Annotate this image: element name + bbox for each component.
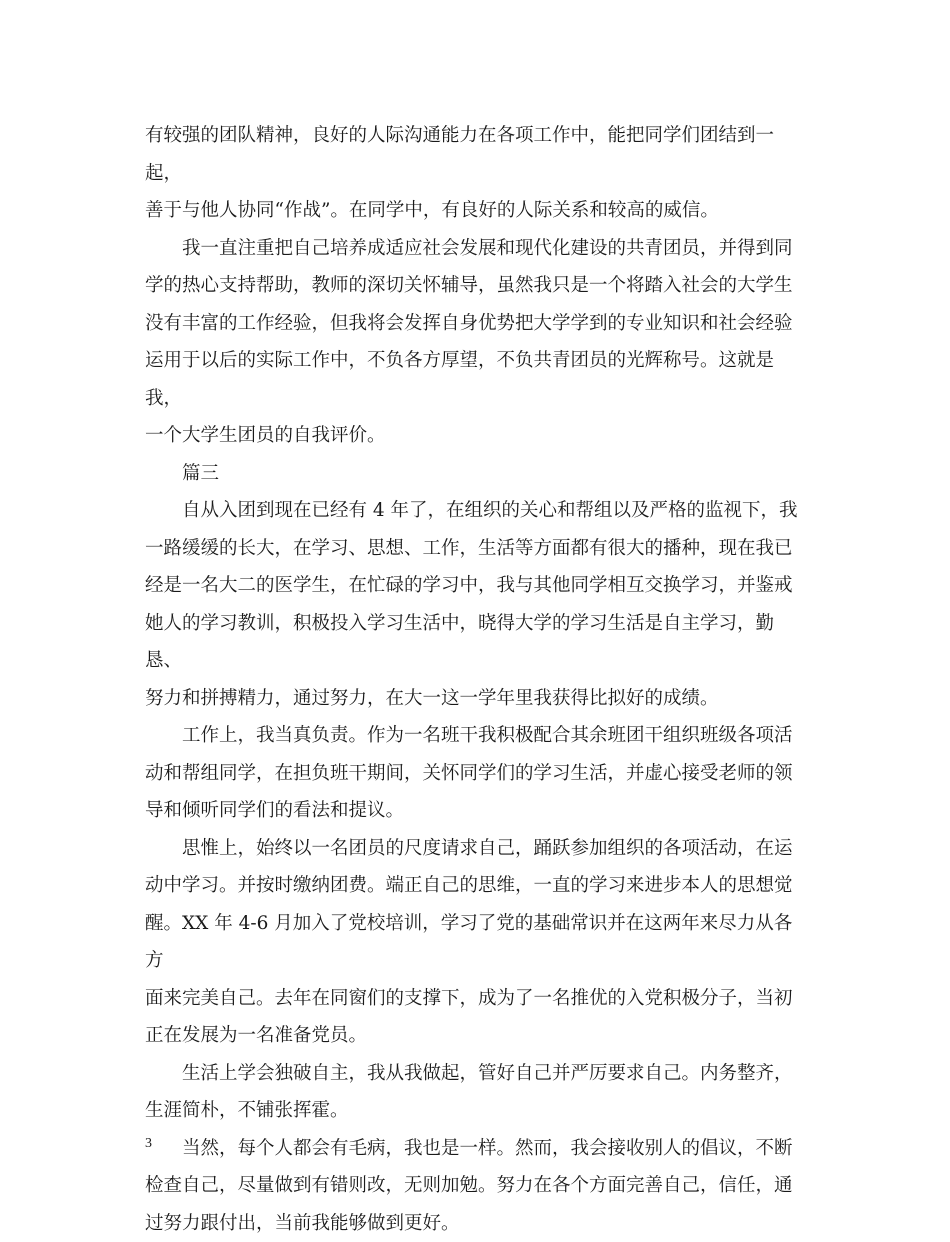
paragraph-shortcomings: 当然，每个人都会有毛病，我也是一样。然而，我会接收别人的倡议，不断 检查自己，尽量做到有错则改，无则加勉。努力在各个方面完善自己，信任，通 过努力跟付出，当前我能够做到更好。 [145, 1130, 805, 1242]
document-body [145, 117, 805, 1242]
paragraph-youth-league-member: 我一直注重把自己培养成适应社会发展和现代化建设的共青团员，并得到同 学的热心支持帮助，教师的深切关怀辅导，虽然我只是一个将踏入社会的大学生 没有丰富的工作经验，但我将会发挥自身优势把大学学到的专业知识和社会经验 运用于以后的实际工作中，不负各方厚望，不负共青团员的光辉称号。这就是我， 一个大学生团员的自我评价。 [145, 230, 805, 455]
page-number: 3 [145, 1136, 152, 1152]
paragraph-since-joining: 自从入团到现在已经有 4 年了，在组织的关心和帮组以及严格的监视下，我 一路缓缓的长大，在学习、思想、工作，生活等方面都有很大的播种，现在我已 经是一名大二的医学生，在忙碌的学习中，我与其他同学相互交换学习，并鉴戒 她人的学习教训，积极投入学习生活中，晓得大学的学习生活是自主学习，勤恳、 努力和拼搏精力，通过努力，在大一这一学年里我获得比拟好的成绩。 [145, 492, 805, 717]
paragraph-work: 工作上，我当真负责。作为一名班干我积极配合其余班团干组织班级各项活 动和帮组同学，在担负班干期间，关怀同学们的学习生活，并虚心接受老师的领 导和倾听同学们的看法和提议。 [145, 717, 805, 830]
paragraph-teamwork: 有较强的团队精神，良好的人际沟通能力在各项工作中，能把同学们团结到一起， 善于与他人协同“作战”。在同学中，有良好的人际关系和较高的威信。 [145, 117, 805, 230]
paragraph-life: 生活上学会独破自主，我从我做起，管好自己并严厉要求自己。内务整齐， 生涯简朴，不铺张挥霍。 [145, 1055, 805, 1130]
section-heading-part-three: 篇三 [145, 455, 805, 493]
paragraph-thinking: 思惟上，始终以一名团员的尺度请求自己，踊跃参加组织的各项活动，在运 动中学习。并按时缴纳团费。端正自己的思维，一直的学习来进步本人的思想觉 醒。XX 年 4-6 月加入了党校培训，学习了党的基础常识并在这两年来尽力从各方 面来完美自己。去年在同窗们的支撑下，成为了一名推优的入党积极分子，当初 正在发展为一名准备党员。 [145, 830, 805, 1055]
